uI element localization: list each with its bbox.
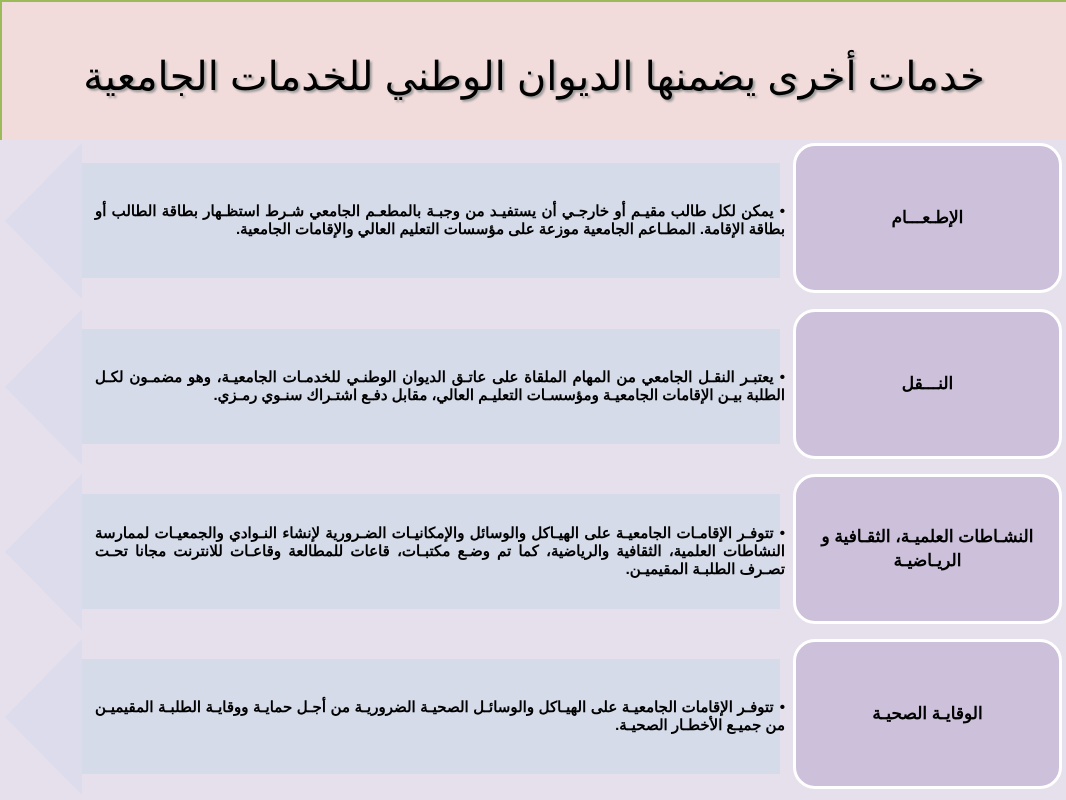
bullet-icon: • (779, 698, 785, 716)
description-text: يمكن لكل طالب مقيـم أو خارجـي أن يستفيـد من وجبـة بالمطعـم الجامعي شـرط استظـهار بطاقة الطالب أو بطاقة الإقامة. المطـاعم الجامعية موزعة على مؤسسات التعليم العالي والإقامات الجامعية. (95, 202, 785, 238)
service-description (95, 163, 785, 278)
description-text: تتوفـر الإقامات الجامعيـة على الهيـاكل والوسائـل الصحيـة الضروريـة من أجـل حمايـة ووقايـة الطلبـة المقيميـن من جميـع الأخطـار الصحيـة. (95, 698, 785, 734)
service-row (0, 309, 1066, 465)
service-label-box (793, 309, 1062, 459)
description-text: يعتبـر النقـل الجامعي من المهام الملقاة على عاتـق الديوان الوطنـي للخدمـات الجامعيـة، وهو مضمـون لكـل الطلبة بيـن الإقامات الجامعيـة ومؤسسـات التعليـم العالي، مقابل دفـع اشتـراك سنـوي رمـزي. (95, 368, 785, 404)
service-row (0, 143, 1066, 299)
service-description (95, 329, 785, 444)
service-label-box (793, 639, 1062, 789)
bullet-icon: • (779, 524, 785, 542)
service-label: النـــقل (901, 374, 954, 394)
service-row (0, 474, 1066, 630)
service-row (0, 639, 1066, 795)
description-text: تتوفـر الإقامـات الجامعيـة على الهيـاكل والوسائل والإمكانيـات الضـرورية لإنشاء النـوادي والجمعيـات لممارسة النشاطات العلمية، الثقافية والرياضية، كما تم وضـع مكتبـات، قاعات للمطالعة وقاعـات للانترنت مجانا تحـت تصـرف الطلبـة المقيميـن. (95, 524, 785, 578)
slide-title: خدمات أخرى يضمنها الديوان الوطني للخدمات الجامعية (83, 55, 985, 99)
service-description (95, 494, 785, 609)
title-band (0, 0, 1066, 140)
service-label: الإطـعـــام (891, 208, 964, 228)
bullet-icon: • (779, 368, 785, 386)
service-label: النشـاطات العلميـة، الثقـافية و الريـاضيـة (821, 527, 1034, 570)
service-label-box (793, 474, 1062, 624)
bullet-icon: • (779, 202, 785, 220)
service-label-box (793, 143, 1062, 293)
service-description (95, 659, 785, 774)
service-label: الوقايـة الصحيـة (872, 704, 983, 724)
